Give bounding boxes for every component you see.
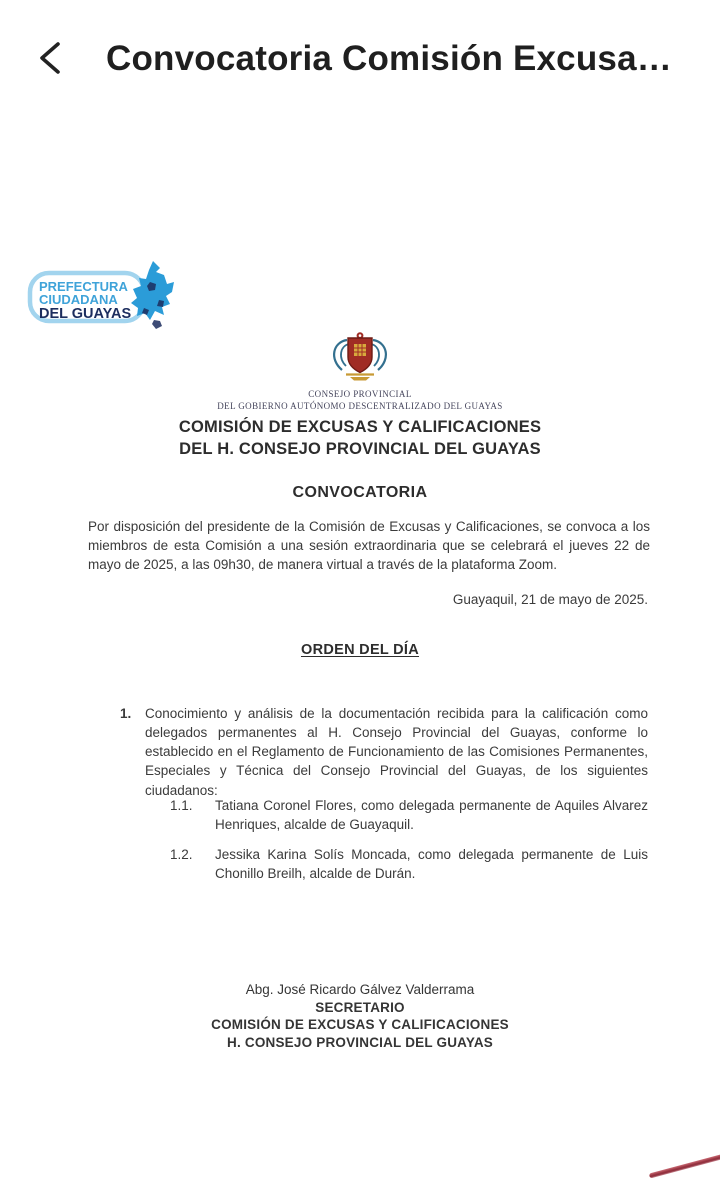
agenda-subitem-number: 1.1.	[170, 798, 193, 813]
agenda-subitem-1-1	[170, 796, 648, 834]
logo-line1: PREFECTURA	[39, 279, 128, 294]
consejo-provincial-seal-icon	[316, 331, 404, 381]
logo-line2: CIUDADANA	[39, 292, 118, 307]
document-subtitle: CONVOCATORIA	[292, 484, 428, 501]
document-title	[0, 416, 720, 461]
document-title-line2: DEL H. CONSEJO PROVINCIAL DEL GUAYAS	[179, 440, 541, 459]
prefectura-logo	[26, 260, 174, 337]
seal-caption-line1: CONSEJO PROVINCIAL	[308, 389, 412, 399]
signatory-role: SECRETARIO	[315, 999, 405, 1015]
intro-paragraph: Por disposición del presidente de la Comisión de Excusas y Calificaciones, se convoca a los miembros de esta Comisión a una sesión extraordinaria que se celebrará el jueves 22 de mayo de 2025, a las 09h30, de manera virtual a través de la plataforma Zoom.	[88, 519, 650, 573]
agenda-subitem-1-2	[170, 845, 648, 883]
red-stroke-decoration	[649, 1152, 720, 1178]
agenda-item-number: 1.	[120, 706, 132, 721]
signatory-name: Abg. José Ricardo Gálvez Valderrama	[245, 982, 475, 997]
prefectura-logo-icon	[26, 260, 174, 332]
signature-block	[0, 981, 720, 1051]
dateline: Guayaquil, 21 de mayo de 2025.	[452, 592, 648, 607]
agenda-subitem-text: Jessika Karina Solís Moncada, como delegada permanente de Luis Chonillo Breilh, alcalde de Durán.	[215, 847, 648, 882]
seal-caption-line2: DEL GOBIERNO AUTÓNOMO DESCENTRALIZADO DEL GUAYAS	[217, 400, 503, 411]
agenda-item-text: Conocimiento y análisis de la documentación recibida para la calificación como delegados permanentes al H. Consejo Provincial del Guayas, conforme lo establecido en el Reglamento de Funcionamiento de las Comisiones Permanentes, Especiales y Técnica del Consejo Provincial del Guayas, de los siguientes ciudadanos:	[145, 706, 648, 798]
page-title: Convocatoria Comisión Excusa…	[106, 39, 672, 78]
agenda-subitem-number: 1.2.	[170, 847, 193, 862]
agenda-subitem-text: Tatiana Coronel Flores, como delegada permanente de Aquiles Alvarez Henriques, alcalde de Guayaquil.	[215, 798, 648, 833]
agenda-heading: ORDEN DEL DÍA	[300, 642, 420, 658]
agenda-item-1	[120, 704, 648, 800]
signatory-org-line2: H. CONSEJO PROVINCIAL DEL GUAYAS	[227, 1034, 493, 1050]
document-title-line1: COMISIÓN DE EXCUSAS Y CALIFICACIONES	[178, 418, 542, 436]
logo-line3: DEL GUAYAS	[39, 306, 132, 322]
signatory-org-line1: COMISIÓN DE EXCUSAS Y CALIFICACIONES	[211, 1017, 509, 1033]
seal-block	[0, 331, 720, 412]
